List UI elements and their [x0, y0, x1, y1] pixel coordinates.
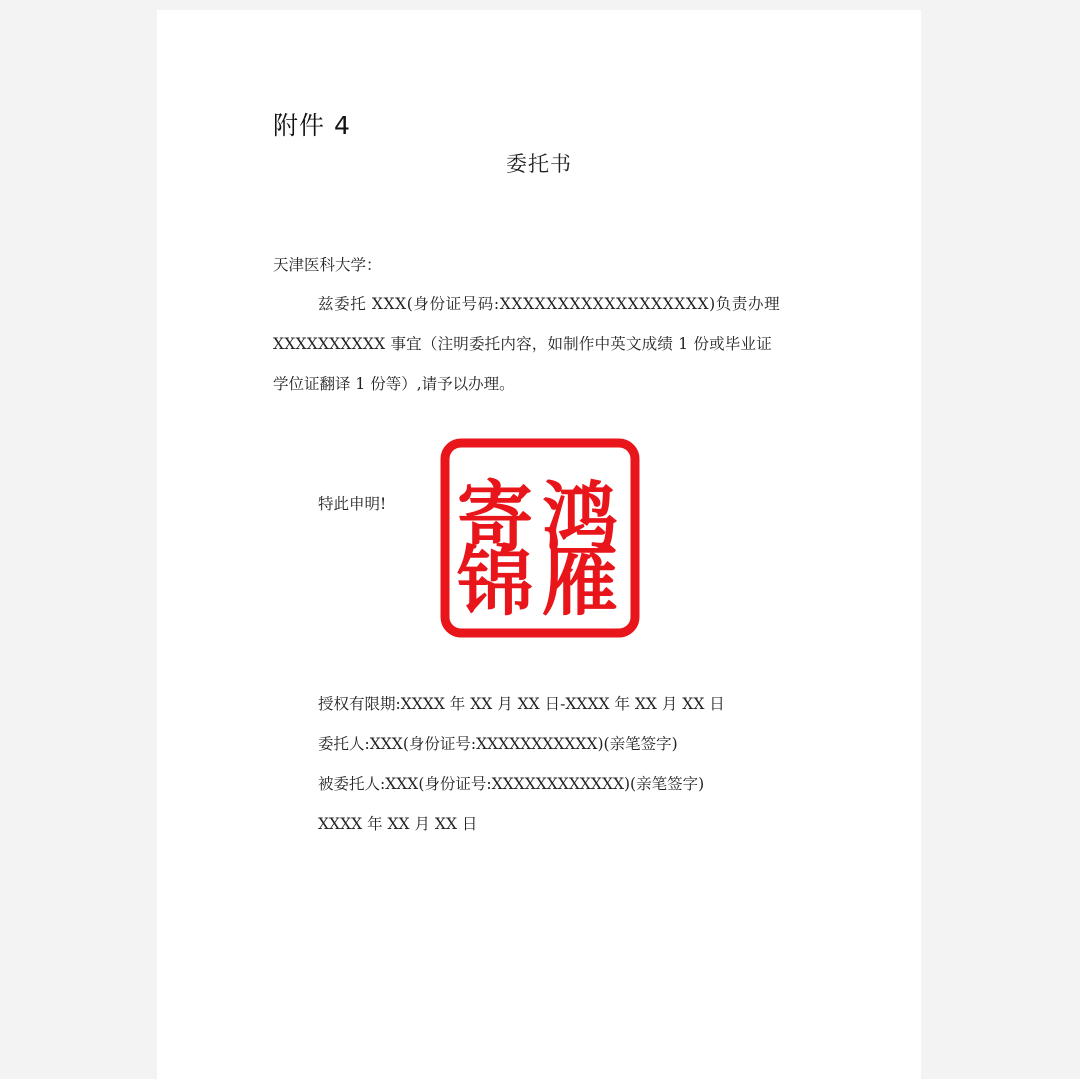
- attachment-label: 附件 4: [273, 111, 351, 140]
- red-seal-stamp: [440, 438, 640, 638]
- body-line-1: 兹委托 XXX(身份证号码:XXXXXXXXXXXXXXXXXX)负责办理: [318, 295, 781, 313]
- document-page: [157, 10, 921, 1079]
- addressee: 天津医科大学：: [273, 256, 382, 274]
- document-title: 委托书: [506, 152, 572, 176]
- seal-char-yan: 雁: [542, 537, 618, 626]
- seal-char-jin: 锦: [457, 537, 533, 626]
- seal-graphic: [440, 438, 640, 638]
- authorization-period: 授权有限期:XXXX 年 XX 月 XX 日-XXXX 年 XX 月 XX 日: [318, 695, 725, 713]
- agent-line: 被委托人:XXX(身份证号:XXXXXXXXXXXX)(亲笔签字): [318, 775, 705, 793]
- body-line-2: XXXXXXXXXX 事宜（注明委托内容，如制作中英文成绩 1 份或毕业证: [273, 335, 772, 353]
- principal-line: 委托人:XXX(身份证号:XXXXXXXXXXX)(亲笔签字): [318, 735, 678, 753]
- seal-char-hong: 鸿: [542, 473, 618, 562]
- declaration: 特此申明!: [318, 495, 387, 513]
- date-line: XXXX 年 XX 月 XX 日: [318, 815, 478, 833]
- body-line-3: 学位证翻译 1 份等）,请予以办理。: [273, 375, 515, 393]
- seal-char-ji: 寄: [457, 473, 533, 562]
